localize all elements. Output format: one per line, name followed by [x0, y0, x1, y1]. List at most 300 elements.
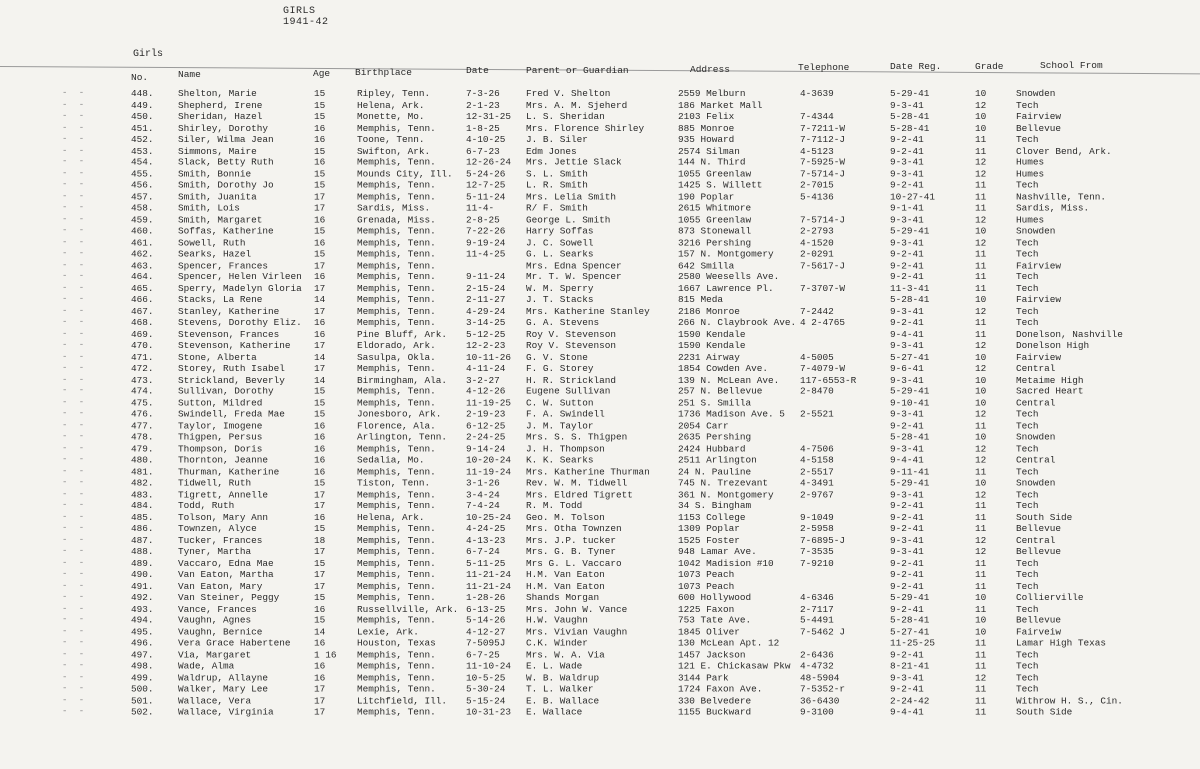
margin-dash: - -	[62, 706, 88, 717]
margin-dash: - -	[62, 236, 88, 247]
cell-date: 6-12-25	[466, 420, 506, 432]
cell-school: Tech	[1016, 488, 1039, 500]
cell-grade: 11	[975, 282, 987, 294]
margin-dash: - -	[62, 637, 88, 648]
table-row	[0, 683, 1200, 695]
cell-no: 484.	[131, 500, 154, 512]
cell-age: 17	[314, 500, 326, 512]
cell-grade: 12	[975, 213, 987, 225]
cell-age: 18	[314, 534, 326, 546]
cell-grade: 11	[975, 649, 987, 661]
margin-dash: - -	[62, 477, 88, 488]
cell-date: 6-13-25	[466, 603, 506, 615]
cell-address: 186 Market Mall	[678, 99, 763, 111]
margin-dash: - -	[62, 660, 88, 671]
cell-grade: 11	[975, 248, 987, 260]
cell-no: 488.	[131, 546, 154, 557]
table-row	[0, 340, 1200, 352]
cell-date-reg: 9-3-41	[890, 156, 924, 168]
cell-address: 121 E. Chickasaw Pkw	[678, 660, 791, 672]
cell-birthplace: Memphis, Tenn.	[357, 568, 436, 580]
cell-birthplace: Memphis, Tenn.	[357, 225, 436, 237]
cell-age: 17	[314, 580, 326, 592]
cell-telephone: 7-5462 J	[800, 626, 846, 638]
cell-date: 12-2-23	[466, 339, 506, 351]
header-year: 1941-42	[283, 17, 329, 28]
cell-birthplace: Memphis, Tenn.	[357, 500, 436, 512]
cell-age: 16	[314, 454, 326, 466]
cell-birthplace: Florence, Ala.	[357, 420, 436, 432]
cell-telephone: 2-5958	[800, 523, 834, 535]
cell-age: 14	[314, 351, 326, 363]
cell-birthplace: Arlington, Tenn.	[357, 431, 448, 443]
cell-no: 465.	[131, 282, 154, 294]
document-header	[283, 6, 329, 28]
table-row	[0, 603, 1200, 615]
cell-grade: 11	[975, 179, 987, 191]
cell-telephone: 7-5925-W	[800, 156, 846, 168]
cell-birthplace: Memphis, Tenn.	[357, 305, 436, 317]
table-row	[0, 626, 1200, 638]
cell-birthplace: Memphis, Tenn.	[357, 385, 436, 397]
margin-dash: - -	[62, 454, 88, 465]
cell-parent: J. C. Sowell	[526, 236, 594, 248]
cell-no: 497.	[131, 649, 154, 661]
cell-address: 2580 Weesells Ave.	[678, 271, 780, 283]
cell-grade: 11	[975, 706, 987, 718]
cell-birthplace: Helena, Ark.	[357, 99, 425, 111]
cell-school: Humes	[1016, 156, 1045, 168]
cell-date: 2-11-27	[466, 294, 506, 306]
cell-telephone: 4 2-4765	[800, 317, 846, 328]
cell-no: 490.	[131, 568, 154, 580]
cell-telephone: 4-1520	[800, 236, 834, 248]
cell-date-reg: 9-3-41	[890, 236, 924, 248]
cell-age: 17	[314, 202, 326, 214]
cell-date: 10-20-24	[466, 454, 512, 466]
cell-name: Waldrup, Allayne	[178, 671, 269, 683]
cell-birthplace: Memphis, Tenn.	[357, 546, 436, 557]
table-row	[0, 122, 1200, 134]
cell-address: 2559 Melburn	[678, 88, 746, 99]
cell-grade: 11	[975, 580, 987, 592]
table-row	[0, 661, 1200, 673]
cell-grade: 11	[975, 259, 987, 271]
cell-date-reg: 9-2-41	[890, 179, 924, 191]
cell-address: 2511 Arlington	[678, 454, 757, 466]
margin-dash: - -	[62, 603, 88, 614]
cell-grade: 11	[975, 500, 987, 512]
table-row	[0, 546, 1200, 558]
cell-age: 16	[314, 133, 326, 145]
cell-parent: Mrs. John W. Vance	[526, 603, 628, 615]
cell-parent: Eugene Sullivan	[526, 385, 611, 397]
cell-school: Tech	[1016, 557, 1039, 569]
cell-address: 642 Smilla	[678, 259, 735, 271]
cell-telephone: 7-7211-W	[800, 122, 846, 134]
cell-date: 11-10-24	[466, 660, 512, 672]
cell-school: Central	[1016, 397, 1056, 409]
cell-date-reg: 9-2-41	[890, 580, 924, 592]
cell-date-reg: 5-29-41	[890, 385, 930, 397]
cell-date: 2-24-25	[466, 431, 506, 443]
cell-parent: Fred V. Shelton	[526, 88, 611, 99]
cell-parent: Shands Morgan	[526, 591, 600, 603]
cell-birthplace: Memphis, Tenn.	[357, 317, 436, 328]
table-row	[0, 672, 1200, 684]
cell-name: Strickland, Beverly	[178, 374, 285, 386]
cell-birthplace: Memphis, Tenn.	[357, 614, 436, 626]
cell-grade: 11	[975, 511, 987, 523]
cell-date-reg: 9-11-41	[890, 465, 930, 477]
cell-age: 17	[314, 362, 326, 374]
cell-no: 501.	[131, 694, 154, 706]
cell-address: 2635 Pershing	[678, 431, 752, 443]
cell-school: Tech	[1016, 317, 1039, 328]
margin-dash: - -	[62, 110, 88, 121]
cell-parent: H. R. Strickland	[526, 374, 617, 386]
cell-birthplace: Litchfield, Ill.	[357, 694, 448, 706]
cell-date-reg: 10-27-41	[890, 191, 936, 203]
cell-address: 1590 Kendale	[678, 339, 746, 351]
table-row	[0, 443, 1200, 455]
cell-telephone: 2-9767	[800, 488, 834, 500]
cell-school: Nashville, Tenn.	[1016, 191, 1107, 203]
cell-grade: 12	[975, 534, 987, 546]
cell-telephone: 117-6553-R	[800, 374, 857, 386]
cell-parent: Roy V. Stevenson	[526, 339, 617, 351]
cell-date-reg: 9-2-41	[890, 271, 924, 283]
margin-dash: - -	[62, 397, 88, 408]
cell-age: 16	[314, 328, 326, 340]
cell-school: Lamar High Texas	[1016, 637, 1107, 649]
table-row	[0, 489, 1200, 501]
cell-grade: 10	[975, 122, 987, 134]
cell-date-reg: 9-2-41	[890, 259, 924, 271]
cell-school: Clover Bend, Ark.	[1016, 145, 1112, 157]
margin-dash: - -	[62, 305, 88, 316]
margin-dash: - -	[62, 580, 88, 591]
cell-name: Van Steiner, Peggy	[178, 591, 280, 603]
cell-date-reg: 9-3-41	[890, 374, 924, 386]
cell-no: 448.	[131, 88, 154, 99]
cell-school: Bellevue	[1016, 614, 1062, 626]
table-row	[0, 191, 1200, 203]
cell-school: Fairview	[1016, 259, 1062, 271]
cell-grade: 11	[975, 202, 987, 214]
cell-parent: E. L. Wade	[526, 660, 583, 672]
cell-date: 1-28-26	[466, 591, 506, 603]
cell-telephone: 2-2793	[800, 225, 834, 237]
cell-address: 139 N. McLean Ave.	[678, 374, 780, 386]
cell-parent: Mrs. J.P. tucker	[526, 534, 617, 546]
cell-no: 481.	[131, 465, 154, 477]
cell-birthplace: Memphis, Tenn.	[357, 683, 436, 695]
cell-birthplace: Tiston, Tenn.	[357, 477, 431, 489]
cell-age: 15	[314, 145, 326, 157]
cell-telephone: 2-7015	[800, 179, 834, 191]
cell-age: 16	[314, 420, 326, 432]
cell-no: 473.	[131, 374, 154, 386]
cell-address: 190 Poplar	[678, 191, 735, 203]
cell-parent: R. M. Todd	[526, 500, 583, 512]
cell-parent: H.M. Van Eaton	[526, 568, 605, 580]
cell-age: 15	[314, 477, 326, 489]
cell-name: Thompson, Doris	[178, 442, 263, 454]
cell-address: 2424 Hubbard	[678, 442, 746, 454]
cell-age: 15	[314, 614, 326, 626]
margin-dash: - -	[62, 694, 88, 705]
margin-dash: - -	[62, 442, 88, 453]
col-grade: Grade	[975, 61, 1004, 72]
cell-telephone: 7-9210	[800, 557, 834, 569]
col-age: Age	[313, 68, 331, 79]
col-no: No.	[131, 72, 149, 83]
cell-no: 486.	[131, 523, 154, 535]
table-row	[0, 306, 1200, 318]
cell-parent: J. M. Taylor	[526, 420, 594, 432]
cell-name: Townzen, Alyce	[178, 523, 257, 535]
cell-parent: Mrs. Florence Shirley	[526, 122, 645, 134]
cell-date: 2-19-23	[466, 408, 506, 420]
table-row	[0, 283, 1200, 295]
cell-address: 1425 S. Willett	[678, 179, 763, 191]
cell-no: 471.	[131, 351, 154, 363]
cell-grade: 12	[975, 305, 987, 317]
margin-dash: - -	[62, 328, 88, 339]
table-row	[0, 649, 1200, 661]
cell-parent: G. L. Searks	[526, 248, 594, 260]
cell-name: Vera Grace Habertene	[178, 637, 291, 649]
cell-address: 3144 Park	[678, 671, 729, 683]
table-row	[0, 512, 1200, 524]
cell-no: 455.	[131, 168, 154, 180]
cell-parent: W. B. Waldrup	[526, 671, 600, 683]
cell-birthplace: Jonesboro, Ark.	[357, 408, 442, 420]
cell-grade: 11	[975, 694, 987, 706]
cell-date: 5-11-25	[466, 557, 506, 569]
cell-telephone: 7-4344	[800, 110, 834, 122]
cell-school: Snowden	[1016, 225, 1056, 237]
col-school: School From	[1040, 60, 1103, 71]
cell-birthplace: Memphis, Tenn.	[357, 671, 436, 683]
table-row	[0, 271, 1200, 283]
cell-no: 460.	[131, 225, 154, 237]
cell-name: Siler, Wilma Jean	[178, 133, 274, 145]
cell-age: 16	[314, 660, 326, 672]
cell-telephone: 9-1049	[800, 511, 834, 523]
cell-school: Tech	[1016, 282, 1039, 294]
cell-no: 472.	[131, 362, 154, 374]
margin-dash: - -	[62, 511, 88, 522]
cell-age: 16	[314, 156, 326, 168]
cell-date: 4-13-23	[466, 534, 506, 546]
cell-parent: Mrs. Edna Spencer	[526, 259, 622, 271]
table-row	[0, 615, 1200, 627]
cell-name: Simmons, Maire	[178, 145, 257, 157]
cell-date-reg: 9-2-41	[890, 420, 924, 432]
cell-date-reg: 9-3-41	[890, 99, 924, 111]
cell-address: 1225 Faxon	[678, 603, 735, 615]
cell-school: Tech	[1016, 580, 1039, 592]
cell-age: 17	[314, 683, 326, 695]
cell-date: 11-19-24	[466, 465, 512, 477]
table-row	[0, 99, 1200, 111]
cell-telephone: 9-3100	[800, 706, 834, 718]
cell-no: 467.	[131, 305, 154, 317]
cell-name: Stevenson, Frances	[178, 328, 280, 340]
margin-dash: - -	[62, 156, 88, 167]
cell-age: 17	[314, 546, 326, 557]
margin-dash: - -	[62, 683, 88, 694]
cell-birthplace: Sardis, Miss.	[357, 202, 431, 214]
cell-address: 2054 Carr	[678, 420, 729, 432]
table-row	[0, 638, 1200, 650]
cell-date: 5-12-25	[466, 328, 506, 340]
cell-date-reg: 5-28-41	[890, 110, 930, 122]
cell-address: 1155 Buckward	[678, 706, 752, 718]
col-date: Date	[466, 65, 489, 76]
cell-birthplace: Houston, Texas	[357, 637, 436, 649]
table-row	[0, 432, 1200, 444]
cell-age: 15	[314, 385, 326, 397]
cell-no: 477.	[131, 420, 154, 432]
cell-birthplace: Memphis, Tenn.	[357, 660, 436, 672]
table-row	[0, 592, 1200, 604]
margin-dash: - -	[62, 259, 88, 270]
cell-birthplace: Memphis, Tenn.	[357, 282, 436, 294]
margin-dash: - -	[62, 88, 88, 98]
cell-school: Donelson High	[1016, 339, 1090, 351]
cell-date-reg: 9-2-41	[890, 603, 924, 615]
cell-date: 11-4-	[466, 202, 495, 214]
cell-parent: R/ F. Smith	[526, 202, 588, 214]
cell-date: 10-5-25	[466, 671, 506, 683]
cell-telephone: 7-6895-J	[800, 534, 846, 546]
cell-school: Tech	[1016, 99, 1039, 111]
margin-dash: - -	[62, 99, 88, 110]
cell-parent: F. A. Swindell	[526, 408, 605, 420]
cell-school: Withrow H. S., Cin.	[1016, 694, 1123, 706]
table-row	[0, 535, 1200, 547]
cell-grade: 12	[975, 546, 987, 557]
cell-name: Via, Margaret	[178, 649, 252, 661]
cell-address: 1736 Madison Ave. 5	[678, 408, 785, 420]
cell-age: 15	[314, 591, 326, 603]
cell-school: Tech	[1016, 133, 1039, 145]
cell-parent: C. W. Sutton	[526, 397, 594, 409]
cell-address: 34 S. Bingham	[678, 500, 752, 512]
cell-age: 17	[314, 568, 326, 580]
cell-telephone: 48-5904	[800, 671, 840, 683]
cell-date: 2-8-25	[466, 213, 500, 225]
cell-name: Van Eaton, Mary	[178, 580, 263, 592]
cell-no: 476.	[131, 408, 154, 420]
table-row	[0, 363, 1200, 375]
cell-date-reg: 9-3-41	[890, 442, 924, 454]
cell-school: Tech	[1016, 671, 1039, 683]
cell-address: 130 McLean Apt. 12	[678, 637, 780, 649]
cell-school: Tech	[1016, 603, 1039, 615]
cell-name: Spencer, Frances	[178, 259, 269, 271]
table-row	[0, 466, 1200, 478]
cell-name: Thigpen, Persus	[178, 431, 263, 443]
cell-date: 4-24-25	[466, 523, 506, 535]
cell-address: 2615 Whitmore	[678, 202, 752, 214]
margin-dash: - -	[62, 408, 88, 419]
cell-name: Sheridan, Hazel	[178, 110, 263, 122]
cell-grade: 11	[975, 660, 987, 672]
table-row	[0, 237, 1200, 249]
cell-grade: 12	[975, 454, 987, 466]
cell-parent: L. R. Smith	[526, 179, 588, 191]
cell-date: 2-15-24	[466, 282, 506, 294]
margin-dash: - -	[62, 225, 88, 236]
cell-name: Sullivan, Dorothy	[178, 385, 274, 397]
cell-address: 1073 Peach	[678, 568, 735, 580]
cell-no: 469.	[131, 328, 154, 340]
cell-date-reg: 9-2-41	[890, 511, 924, 523]
cell-birthplace: Toone, Tenn.	[357, 133, 425, 145]
cell-no: 449.	[131, 99, 154, 111]
cell-birthplace: Memphis, Tenn.	[357, 523, 436, 535]
cell-telephone: 2-0291	[800, 248, 834, 260]
cell-date-reg: 9-2-41	[890, 557, 924, 569]
cell-parent: J. H. Thompson	[526, 442, 605, 454]
cell-birthplace: Memphis, Tenn.	[357, 271, 436, 283]
cell-age: 14	[314, 374, 326, 386]
cell-parent: W. M. Sperry	[526, 282, 594, 294]
col-parent: Parent or Guardian	[526, 65, 629, 76]
cell-age: 17	[314, 694, 326, 706]
cell-telephone: 4-3491	[800, 477, 834, 489]
margin-dash: - -	[62, 420, 88, 431]
table-row	[0, 260, 1200, 272]
cell-grade: 12	[975, 488, 987, 500]
cell-grade: 10	[975, 88, 987, 99]
margin-dash: - -	[62, 534, 88, 545]
table-row	[0, 248, 1200, 259]
cell-parent: S. L. Smith	[526, 168, 588, 180]
cell-date-reg: 9-2-41	[890, 145, 924, 157]
table-row	[0, 397, 1200, 409]
cell-school: Fairview	[1016, 351, 1062, 363]
cell-parent: Harry Soffas	[526, 225, 594, 237]
cell-school: Fairveiw	[1016, 626, 1062, 638]
table-row	[0, 420, 1200, 432]
cell-telephone: 2-8470	[800, 385, 834, 397]
cell-parent: Mrs. G. B. Tyner	[526, 546, 617, 557]
table-row	[0, 328, 1200, 340]
cell-grade: 10	[975, 294, 987, 306]
cell-date-reg: 9-2-41	[890, 568, 924, 580]
cell-name: Wade, Alma	[178, 660, 235, 672]
cell-date: 6-7-24	[466, 546, 500, 557]
cell-date-reg: 5-28-41	[890, 122, 930, 134]
cell-name: Storey, Ruth Isabel	[178, 362, 285, 374]
cell-address: 1845 Oliver	[678, 626, 740, 638]
cell-parent: Mrs. Katherine Stanley	[526, 305, 650, 317]
cell-school: Central	[1016, 534, 1056, 546]
cell-date-reg: 11-25-25	[890, 637, 936, 649]
cell-date: 7-5095J	[466, 637, 506, 649]
cell-date: 7-22-26	[466, 225, 506, 237]
cell-name: Stacks, La Rene	[178, 294, 263, 306]
cell-no: 462.	[131, 248, 154, 260]
cell-date: 4-29-24	[466, 305, 506, 317]
cell-grade: 10	[975, 385, 987, 397]
cell-telephone: 4-3639	[800, 88, 834, 99]
